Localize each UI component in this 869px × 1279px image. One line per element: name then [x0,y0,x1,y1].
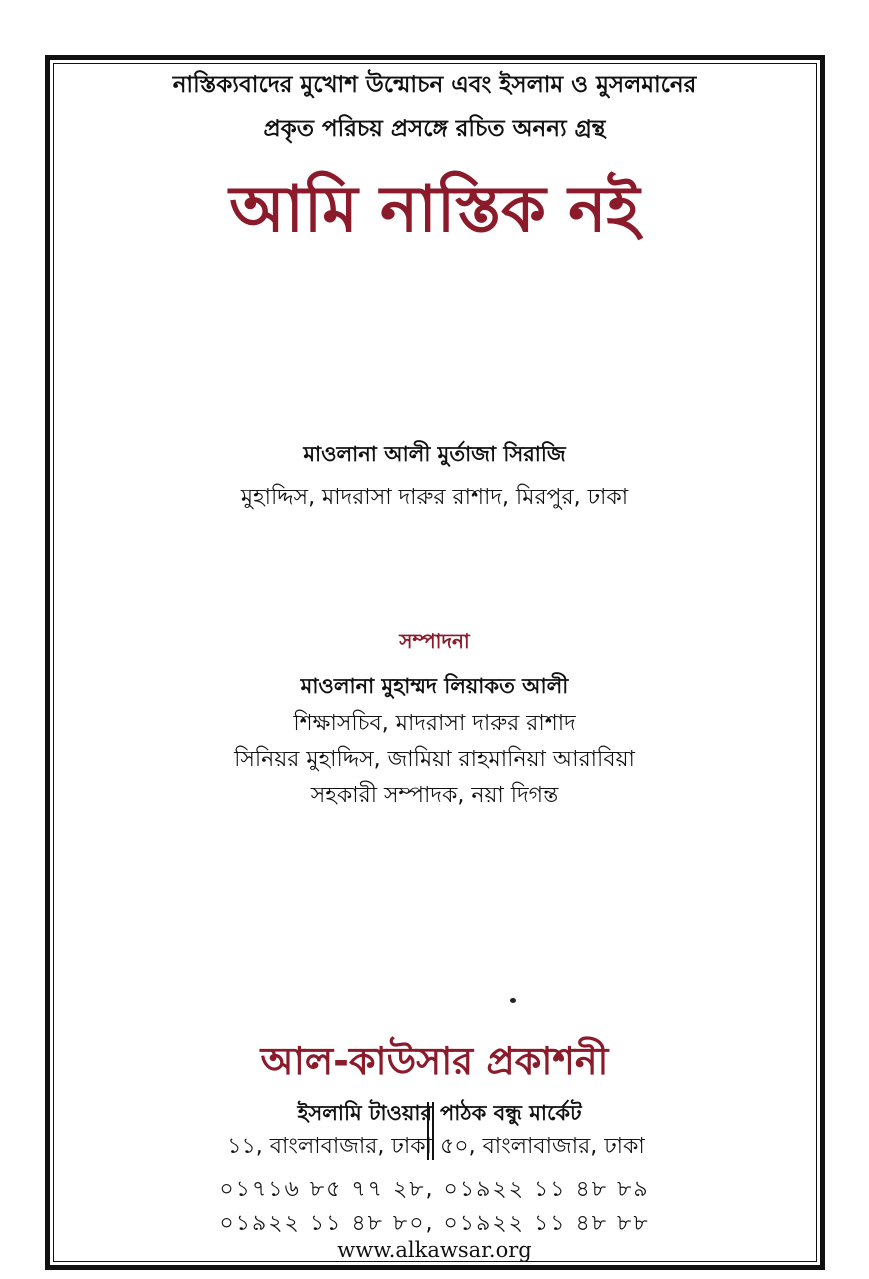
editor-heading: সম্পাদনা [399,629,470,653]
editor-role-2: সিনিয়র মুহাদ্দিস, জামিয়া রাহমানিয়া আরাবিয়া [234,747,635,772]
branch-2-address: ৫০, বাংলাবাজার, ঢাকা [440,1134,645,1159]
author-affiliation: মুহাদ্দিস, মাদরাসা দারুর রাশাদ, মিরপুর, ঢাকা [240,485,629,510]
website-link[interactable]: www.alkawsar.org [337,1238,532,1262]
tagline-line-2: প্রকৃত পরিচয় প্রসঙ্গে রচিত অনন্য গ্রন্থ [263,116,606,142]
branch-divider [427,1102,434,1160]
tagline-line-1: নাস্তিক্যবাদের মুখোশ উন্মোচন এবং ইসলাম ও মুসলমানের [172,72,697,98]
branch-1-address: ১১, বাংলাবাজার, ঢাকা [227,1134,432,1159]
editor-role-3: সহকারী সম্পাদক, নয়া দিগন্ত [310,783,559,808]
phone-line-2: ০১৯২২ ১১ ৪৮ ৮০, ০১৯২২ ১১ ৪৮ ৮৮ [219,1211,650,1236]
phone-line-1: ০১৭১৬ ৮৫ ৭৭ ২৮, ০১৯২২ ১১ ৪৮ ৮৯ [219,1177,650,1202]
publisher-name: আল-কাউসার প্রকাশনী [260,1039,609,1083]
editor-name: মাওলানা মুহাম্মদ লিয়াকত আলী [300,674,569,698]
book-title: আমি নাস্তিক নই [229,173,640,247]
branch-2 [440,1096,680,1164]
branch-2-name: পাঠক বন্ধু মার্কেট [440,1101,582,1125]
publisher-branches [195,1096,675,1166]
author-name: মাওলানা আলী মুর্তাজা সিরাজি [303,442,566,466]
editor-role-1: শিক্ষাসচিব, মাদরাসা দারুর রাশাদ [293,711,576,736]
branch-1 [192,1096,432,1164]
print-speck [510,998,516,1003]
branch-1-name: ইসলামি টাওয়ার [297,1101,432,1125]
